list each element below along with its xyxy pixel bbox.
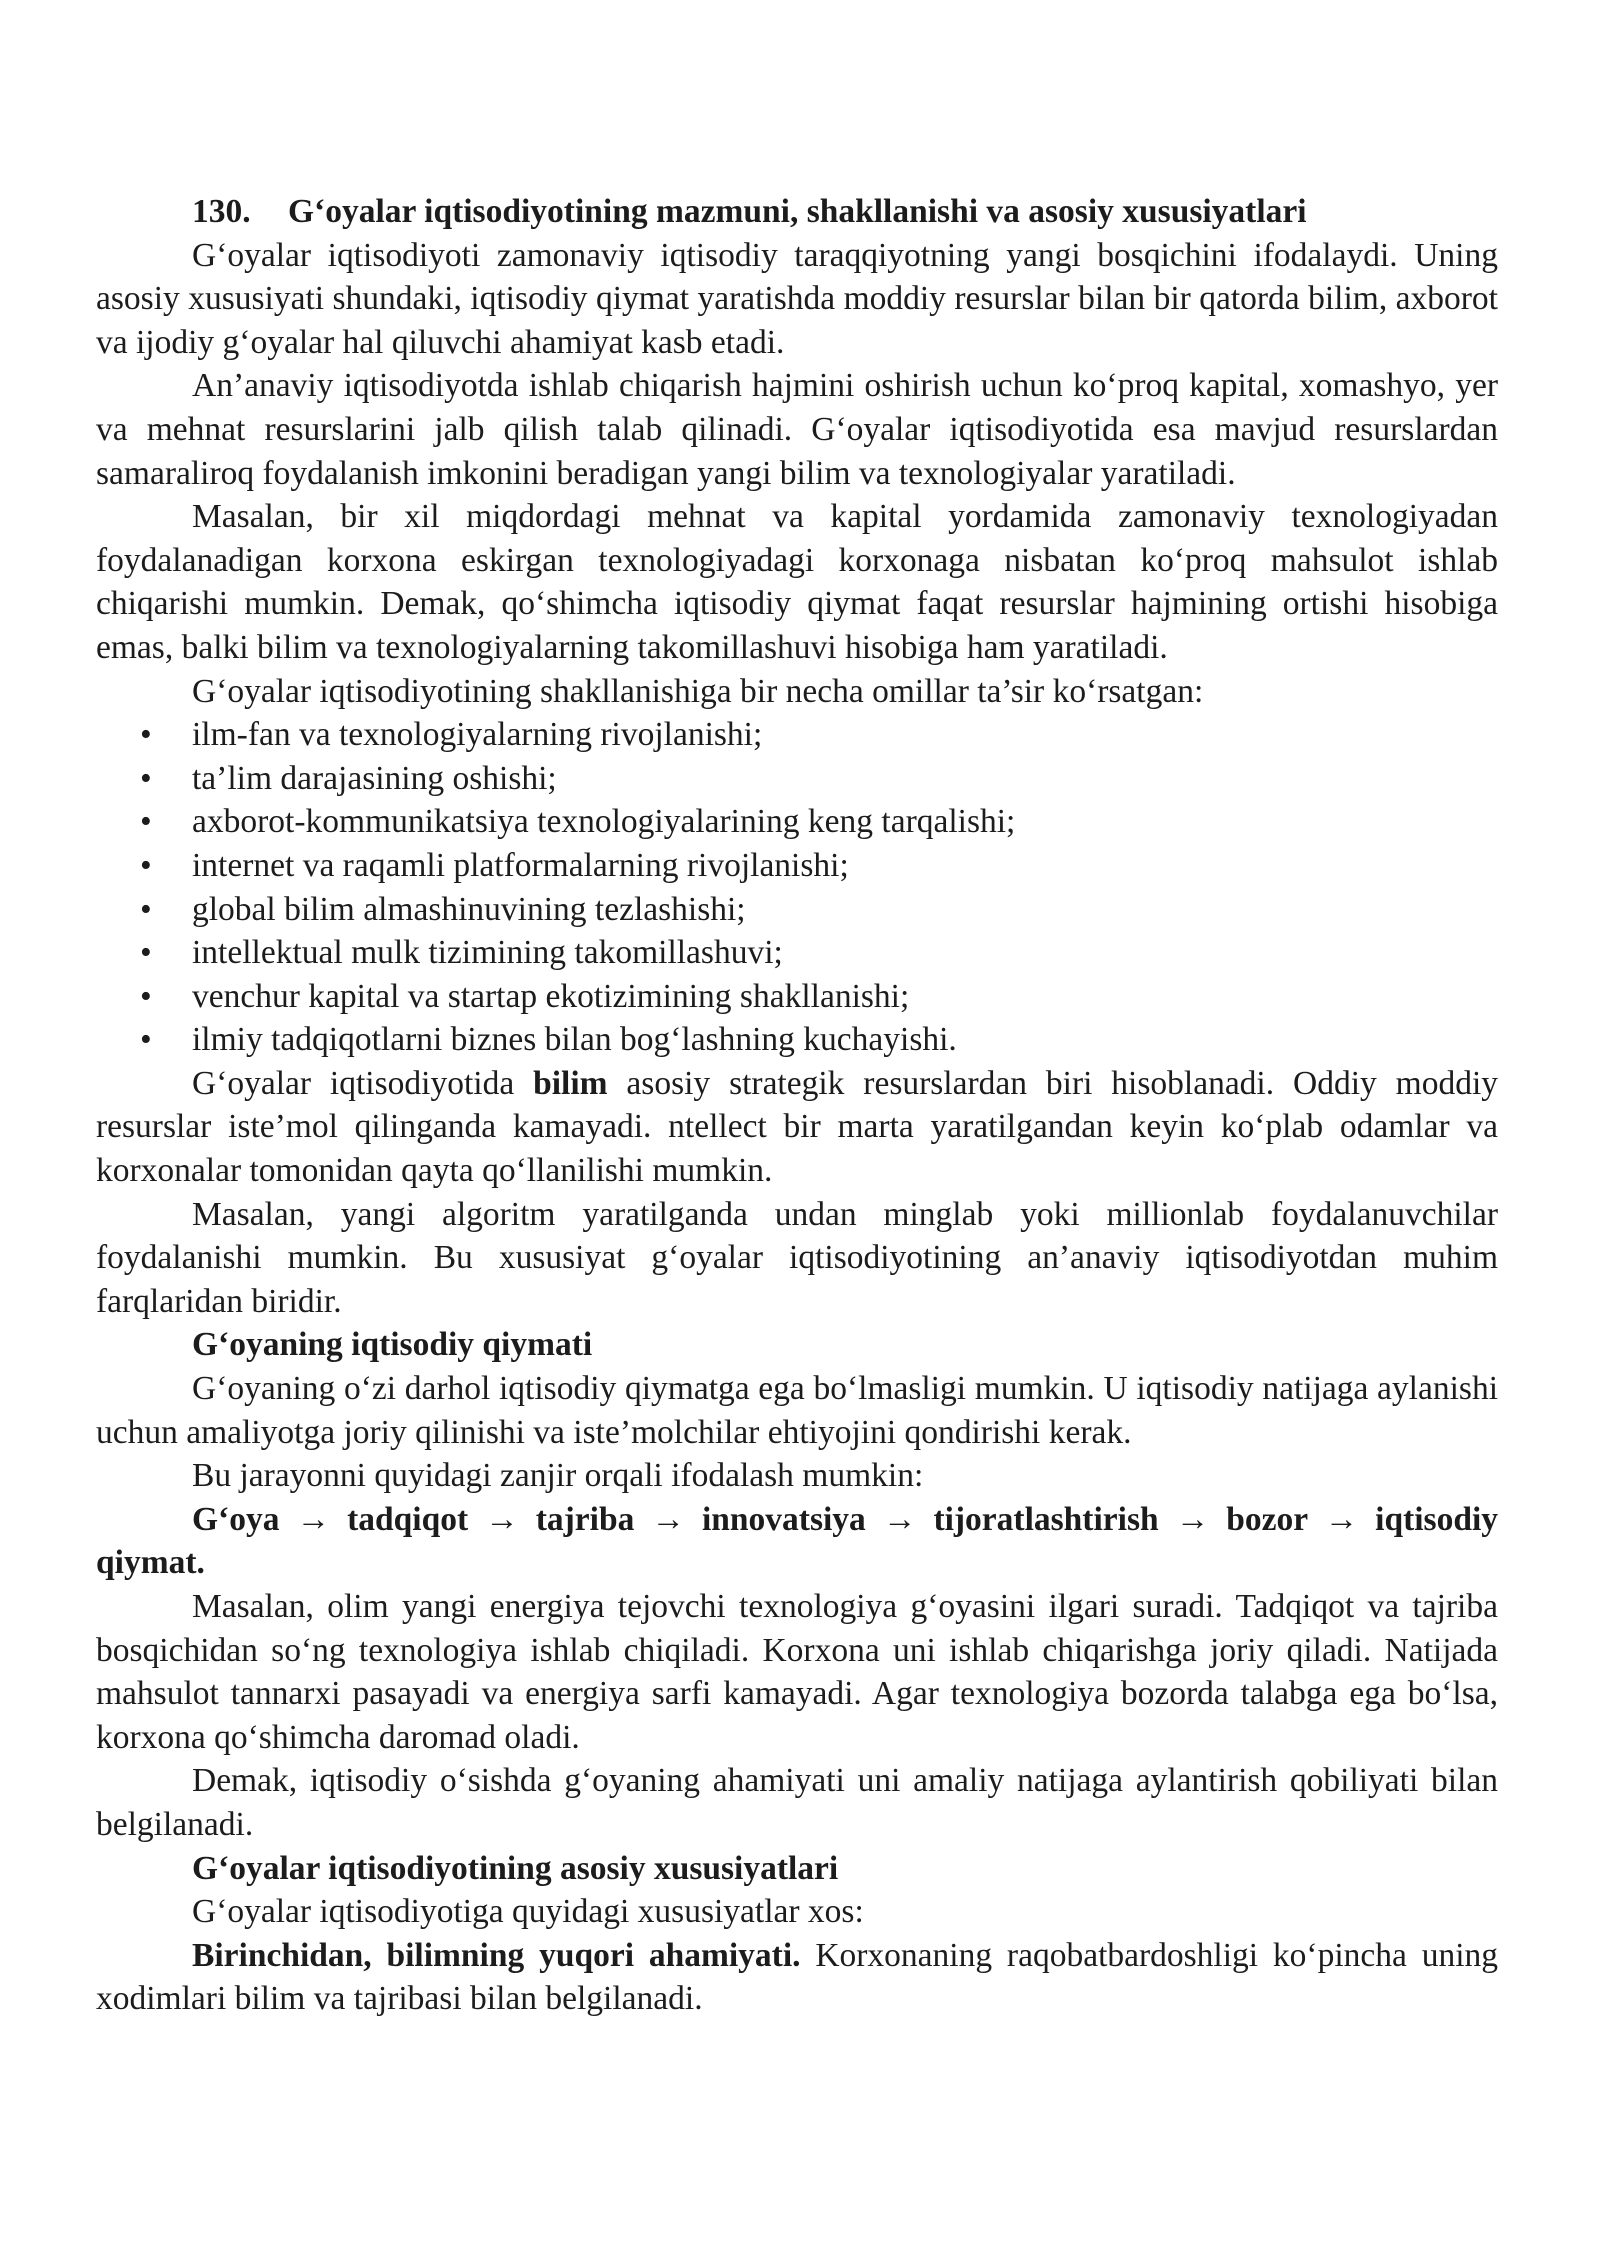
paragraph-features-intro: G‘oyalar iqtisodiyotiga quyidagi xususiyatlar xos: (192, 1893, 864, 1931)
list-item: • global bilim almashinuvining tezlashishi; (96, 888, 1498, 932)
chain-step: tadqiqot (347, 1500, 469, 1538)
paragraph-conclusion: Demak, iqtisodiy o‘sishda g‘oyaning ahamiyati uni amaliy natijaga aylantirish qobiliyati bilan belgilanadi. (96, 1762, 1498, 1843)
chain-step: tijoratlashtirish (933, 1500, 1159, 1538)
paragraph-first-feature: Birinchidan, bilimning yuqori ahamiyati. Korxonaning raqobatbardoshligi ko‘pincha uning xodimlari bilim va tajribasi bilan belgilanadi. (96, 1936, 1499, 2018)
list-item: • ilm-fan va texnologiyalarning rivojlanishi; (96, 713, 1498, 757)
subheading-key-features: G‘oyalar iqtisodiyotining asosiy xususiyatlari (192, 1849, 839, 1887)
list-item: • ta’lim darajasining oshishi; (96, 757, 1498, 801)
paragraph-factors-intro: G‘oyalar iqtisodiyotining shakllanishiga bir necha omillar ta’sir ko‘rsatgan: (192, 672, 1204, 710)
list-item: • intellektual mulk tizimining takomillashuvi; (96, 931, 1498, 975)
paragraph-chain-intro: Bu jarayonni quyidagi zanjir orqali ifodalash mumkin: (192, 1457, 924, 1495)
subheading-idea-value: G‘oyaning iqtisodiy qiymati (192, 1326, 593, 1364)
arrow-icon: → (1175, 1500, 1210, 1538)
document-page (96, 190, 1498, 2021)
bold-term: bilim (533, 1064, 608, 1102)
paragraph-example-technology: Masalan, bir xil miqdordagi mehnat va kapital yordamida zamonaviy texnologiyadan foydalanadigan korxona eskirgan texnologiyadagi korxonaga nisbatan ko‘proq mahsulot ishlab chiqarishi mumkin. Demak, qo‘shimcha iqtisodiy qiymat faqat resurslar hajmining ortishi hisobiga emas, balki bilim va texnologiyalarning takomillashuvi hisobiga ham yaratiladi. (96, 498, 1498, 666)
chain-step: iqtisodiy qiymat. (96, 1500, 1499, 1582)
paragraph-idea-value: G‘oyaning o‘zi darhol iqtisodiy qiymatga ega bo‘lmasligi mumkin. U iqtisodiy natijaga aylanishi uchun amaliyotga joriy qilinishi va iste’molchilar ehtiyojini qondirishi kerak. (96, 1370, 1498, 1451)
bold-lead: Birinchidan, bilimning yuqori ahamiyati. (192, 1936, 801, 1974)
paragraph-energy-example: Masalan, olim yangi energiya tejovchi texnologiya g‘oyasini ilgari suradi. Tadqiqot va tajriba bosqichidan so‘ng texnologiya ishlab chiqiladi. Korxona uni ishlab chiqarishga joriy qiladi. Natijada mahsulot tannarxi pasayadi va energiya sarfi kamayadi. Agar texnologiya bozorda talabga ega bo‘lsa, korxona qo‘shimcha daromad oladi. (96, 1588, 1498, 1756)
list-item: • venchur kapital va startap ekotizimining shakllanishi; (96, 975, 1498, 1019)
arrow-icon: → (651, 1500, 685, 1538)
section-heading (96, 190, 1498, 234)
chain-step: bozor (1226, 1500, 1308, 1538)
section-number: 130. (192, 193, 251, 230)
paragraph-algorithm-example: Masalan, yangi algoritm yaratilganda undan minglab yoki millionlab foydalanuvchilar foydalanishi mumkin. Bu xususiyat g‘oyalar iqtisodiyotining an’anaviy iqtisodiyotdan muhim farqlaridan biridir. (96, 1195, 1498, 1320)
arrow-icon: → (296, 1500, 331, 1538)
arrow-icon: → (485, 1500, 519, 1538)
value-chain (96, 1498, 1498, 1585)
list-item: • ilmiy tadqiqotlarni biznes bilan bog‘lashning kuchayishi. (96, 1018, 1498, 1062)
chain-step: innovatsiya (701, 1500, 866, 1538)
chain-step: tajriba (535, 1500, 635, 1538)
chain-step: G‘oya (192, 1500, 280, 1538)
paragraph-knowledge-resource: G‘oyalar iqtisodiyotida bilim asosiy strategik resurslardan biri hisoblanadi. Oddiy moddiy resurslar iste’mol qilinganda kamayadi. ntellect bir marta yaratilgandan keyin ko‘plab odamlar va korxonalar tomonidan qayta qo‘llanilishi mumkin. (96, 1064, 1498, 1190)
list-item: • internet va raqamli platformalarning rivojlanishi; (96, 844, 1498, 888)
paragraph-traditional-economy: An’anaviy iqtisodiyotda ishlab chiqarish hajmini oshirish uchun ko‘proq kapital, xomashyo, yer va mehnat resurslarini jalb qilish talab qilinadi. G‘oyalar iqtisodiyotida esa mavjud resurslardan samaraliroq foydalanish imkonini beradigan yangi bilim va texnologiyalar yaratiladi. (96, 367, 1498, 492)
arrow-icon: → (882, 1500, 917, 1538)
arrow-icon: → (1324, 1500, 1359, 1538)
paragraph-intro: G‘oyalar iqtisodiyoti zamonaviy iqtisodiy taraqqiyotning yangi bosqichini ifodalaydi. Uning asosiy xususiyati shundaki, iqtisodiy qiymat yaratishda moddiy resurslar bilan bir qatorda bilim, axborot va ijodiy g‘oyalar hal qiluvchi ahamiyat kasb etadi. (96, 236, 1498, 361)
list-item: • axborot-kommunikatsiya texnologiyalarining keng tarqalishi; (96, 800, 1498, 844)
factors-list (96, 713, 1498, 1062)
section-title: G‘oyalar iqtisodiyotining mazmuni, shakllanishi va asosiy xususiyatlari (288, 193, 1307, 230)
